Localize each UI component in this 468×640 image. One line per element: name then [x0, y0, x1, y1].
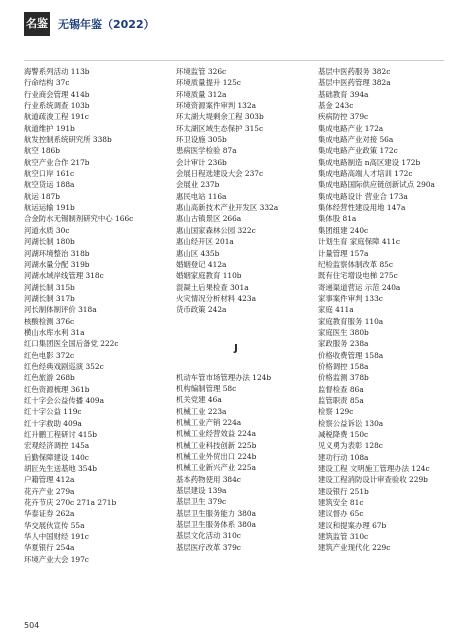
- index-entry: 集成电路产业政策 172c: [318, 146, 398, 156]
- index-entry: 混凝土后果检查 301a: [176, 282, 249, 292]
- index-entry: 机械工业新兴产业 225a: [176, 463, 256, 473]
- index-entry: 建功行动 108a: [318, 452, 369, 462]
- index-entry: 河湖环境整治 318b: [24, 248, 90, 258]
- index-entry: 家庭医生 380b: [318, 327, 369, 337]
- index-entry: 红色经典戏剧巡演 352c: [24, 361, 104, 371]
- index-entry: 红十字救助 409a: [24, 418, 82, 428]
- index-entry: 航运 187b: [24, 191, 60, 201]
- index-entry: 基层中医药服务 382c: [318, 67, 391, 76]
- index-entry: 婚姻家庭教育 110b: [176, 271, 242, 281]
- index-entry: 价格监测 378b: [318, 373, 369, 383]
- index-entry: 建筑产业现代化 229c: [318, 543, 391, 553]
- index-entry: 华人中国财经 191c: [24, 532, 89, 542]
- index-entry: 环境质量提升 125c: [176, 78, 241, 88]
- index-entry: 红十字会公益传播 409a: [24, 395, 104, 405]
- index-entry: 监督检查 86a: [318, 384, 364, 394]
- index-entry: 会展日程选建设大会 237c: [176, 169, 264, 179]
- index-entry: 建议和提案办理 67b: [318, 520, 387, 530]
- index-entry: 基本药物使用 384c: [176, 474, 241, 484]
- index-entry: 环卫设施 305b: [176, 135, 227, 145]
- index-entry: 基层卫生服务体系 380a: [176, 520, 256, 530]
- index-entry: 行命结构 37c: [24, 78, 70, 88]
- index-column-1: [24, 66, 162, 565]
- index-entry: 寄递渠道营运 示范 240a: [318, 282, 401, 292]
- index-entry: 会计审计 236b: [176, 157, 227, 167]
- index-entry: 红升鹏工程研讨 415b: [24, 430, 97, 439]
- index-entry: 减税降费 150c: [318, 430, 369, 439]
- index-entry: 检察公益诉讼 130a: [318, 418, 384, 428]
- index-entry: 航空口岸 161c: [24, 169, 75, 179]
- index-entry: 惠山区 435b: [176, 248, 220, 258]
- index-entry: 宏观经济调控 145a: [24, 441, 90, 451]
- index-entry: 胡匠先生送基地 354b: [24, 464, 97, 474]
- index-entry: 环境监管 326c: [176, 67, 227, 76]
- index-entry: 横山水库水利 31a: [24, 327, 85, 337]
- index-entry: 红口集团医全国后备党 222c: [24, 339, 119, 349]
- index-entry: 家政服务 238a: [318, 339, 369, 349]
- index-entry: 华交展伙宣传 55a: [24, 520, 85, 530]
- index-entry: 集体股 81a: [318, 214, 357, 224]
- index-entry: 建设银行 251b: [318, 486, 369, 496]
- header-divider: [24, 60, 444, 61]
- index-entry: 海警系列活动 113b: [24, 67, 90, 76]
- index-entry: 航道维护 191b: [24, 123, 75, 133]
- index-entry: 既有住宅增设电梯 275c: [318, 271, 398, 281]
- index-entry: 集成电路产业 172a: [318, 123, 384, 133]
- index-entry: 航空产业合作 217b: [24, 157, 90, 167]
- index-entry: 会展业 237b: [176, 180, 220, 190]
- index-entry: 华泰证券 262a: [24, 509, 75, 519]
- index-entry: 行业系统调查 103b: [24, 101, 90, 111]
- index-column-3: [318, 66, 456, 554]
- index-entry: 基层建设 139a: [176, 486, 227, 496]
- index-entry: 环太湖大堤剩余工程 303b: [176, 112, 264, 122]
- index-entry: 惠山国家森林公园 322c: [176, 225, 256, 235]
- index-entry: 华夏银行 254a: [24, 543, 75, 553]
- index-entry: 检察 129c: [318, 407, 354, 417]
- index-entry: 家庭 411a: [318, 305, 354, 315]
- yearbook-logo: 名鉴: [24, 12, 50, 36]
- index-entry: 机构编制管理 58c: [176, 383, 237, 393]
- index-entry: 惠山古镇景区 266a: [176, 214, 242, 224]
- index-entry: 建筑监管 310c: [318, 532, 369, 542]
- index-entry: 惠民电站 116a: [176, 191, 227, 201]
- index-entry: 集成电路国际供应链创新试点 290a: [318, 180, 435, 190]
- index-entry: 花卉节庆 270c 271a 271b: [24, 498, 117, 508]
- index-entry: 机械工业经营效益 224a: [176, 429, 256, 439]
- index-entry: 火灾情况分析材料 423a: [176, 293, 256, 303]
- index-entry: 建设工程消防设计审查验收 229b: [318, 475, 428, 485]
- index-entry: 环境资源案件审判 132a: [176, 101, 256, 111]
- index-entry: 家事案件审判 133c: [318, 293, 383, 303]
- index-entry: [176, 327, 314, 338]
- index-entry: 惠山高新技术产业开发区 332a: [176, 203, 279, 213]
- index-entry: 合金防水无锡制剂研究中心 166c: [24, 214, 134, 224]
- index-entry: 机械工业 223a: [176, 406, 227, 416]
- index-entry: 疾病防控 379c: [318, 112, 369, 122]
- index-entry: 价格调控 158a: [318, 361, 369, 371]
- index-entry: 计划生育 家庭保障 411c: [318, 237, 401, 247]
- index-entry: 河长制体制评价 318a: [24, 305, 97, 315]
- index-entry: 建议督办 65c: [318, 509, 364, 519]
- index-entry: 建筑安全 81c: [318, 498, 364, 508]
- index-entry: 机械工业科技创新 225b: [176, 440, 257, 450]
- index-entry: 河湖水量分配 319b: [24, 259, 90, 269]
- index-entry: 集成电路产业对接 56a: [318, 135, 394, 145]
- index-entry: [176, 316, 314, 327]
- index-entry: 纪检监察体制改革 85c: [318, 259, 394, 269]
- index-entry: 河湖长制 315b: [24, 282, 75, 292]
- index-entry: 航空 186b: [24, 146, 60, 156]
- index-entry: 河湖长制 180b: [24, 237, 75, 247]
- index-entry: 环境产业大会 197c: [24, 554, 89, 564]
- index-entry: 计量管理 157a: [318, 248, 369, 258]
- index-entry: 红色电影 372c: [24, 350, 75, 360]
- index-entry: 集成电路设计 营业合 173a: [318, 191, 408, 201]
- index-entry: 航运运输 191b: [24, 203, 75, 213]
- index-entry: 集成电路制造 n高区建设 172b: [318, 157, 421, 167]
- index-entry: 集成电路高端人才培训 172c: [318, 169, 413, 179]
- index-entry: 家庭教育服务 110a: [318, 316, 384, 326]
- index-entry: 惠山经开区 201a: [176, 237, 234, 247]
- index-entry: 集体经营性建设用地 147a: [318, 203, 406, 213]
- index-entry: 航道疏浚工程 191c: [24, 112, 89, 122]
- index-entry: 基层中医药管理 382a: [318, 78, 391, 88]
- index-entry: 花卉产业 279a: [24, 486, 75, 496]
- index-entry: 行业商会管理 414b: [24, 89, 90, 99]
- index-entry: 户籍管理 412a: [24, 475, 75, 485]
- index-entry: 航发控制系统研究所 338b: [24, 135, 112, 145]
- index-entry: 集团组建 240c: [318, 225, 369, 235]
- index-entry: 机动车管市场管理办法 124b: [176, 372, 272, 382]
- index-entry: 基层文化活动 310c: [176, 531, 241, 541]
- index-entry: 后勤保障建设 140c: [24, 452, 89, 462]
- index-entry: 河道水质 30c: [24, 225, 70, 235]
- index-entry: 红色旅游 268b: [24, 373, 75, 383]
- index-entry: 货币政策 242a: [176, 305, 227, 315]
- index-entry: 婚姻登记 412a: [176, 259, 227, 269]
- index-entry: [176, 360, 314, 371]
- index-entry: 基层卫生 379c: [176, 497, 227, 507]
- index-entry: 见义勇为表彰 128c: [318, 441, 383, 451]
- index-column-2: [176, 66, 314, 553]
- index-entry: 机械工业外贸出口 224b: [176, 452, 257, 461]
- page-number: 504: [24, 621, 40, 630]
- index-entry: 环太湖区域生态保护 315c: [176, 123, 264, 133]
- index-entry: 建设工程 文明施工管理办法 124c: [318, 464, 430, 474]
- index-entry: 基层医疗改革 379c: [176, 542, 241, 552]
- index-entry: 河湖长制 317b: [24, 293, 75, 303]
- book-title: 无锡年鉴（2022）: [58, 18, 155, 31]
- index-entry: 红十字公益 119c: [24, 407, 82, 417]
- index-entry: 机关党建 46a: [176, 395, 222, 405]
- index-entry: 患病医学检验 87a: [176, 146, 237, 156]
- index-entry: 机械工业产销 224a: [176, 417, 242, 427]
- index-entry: 监管职责 85a: [318, 395, 364, 405]
- index-entry: 价格收费管理 158a: [318, 350, 384, 360]
- index-entry: 基金 243c: [318, 101, 354, 111]
- index-entry: 河湖水域岸线管理 318c: [24, 271, 104, 281]
- index-entry: 航空货运 188a: [24, 180, 75, 190]
- index-entry: 基层卫生服务能力 380a: [176, 508, 256, 518]
- index-entry: 红色资源梳理 361b: [24, 384, 90, 394]
- index-letter-heading: J: [234, 343, 238, 355]
- page-header: [24, 12, 444, 40]
- index-entry: 核酸检测 376c: [24, 316, 75, 326]
- index-entry: 环境质量 312a: [176, 89, 227, 99]
- index-entry: 基础教育 394a: [318, 89, 369, 99]
